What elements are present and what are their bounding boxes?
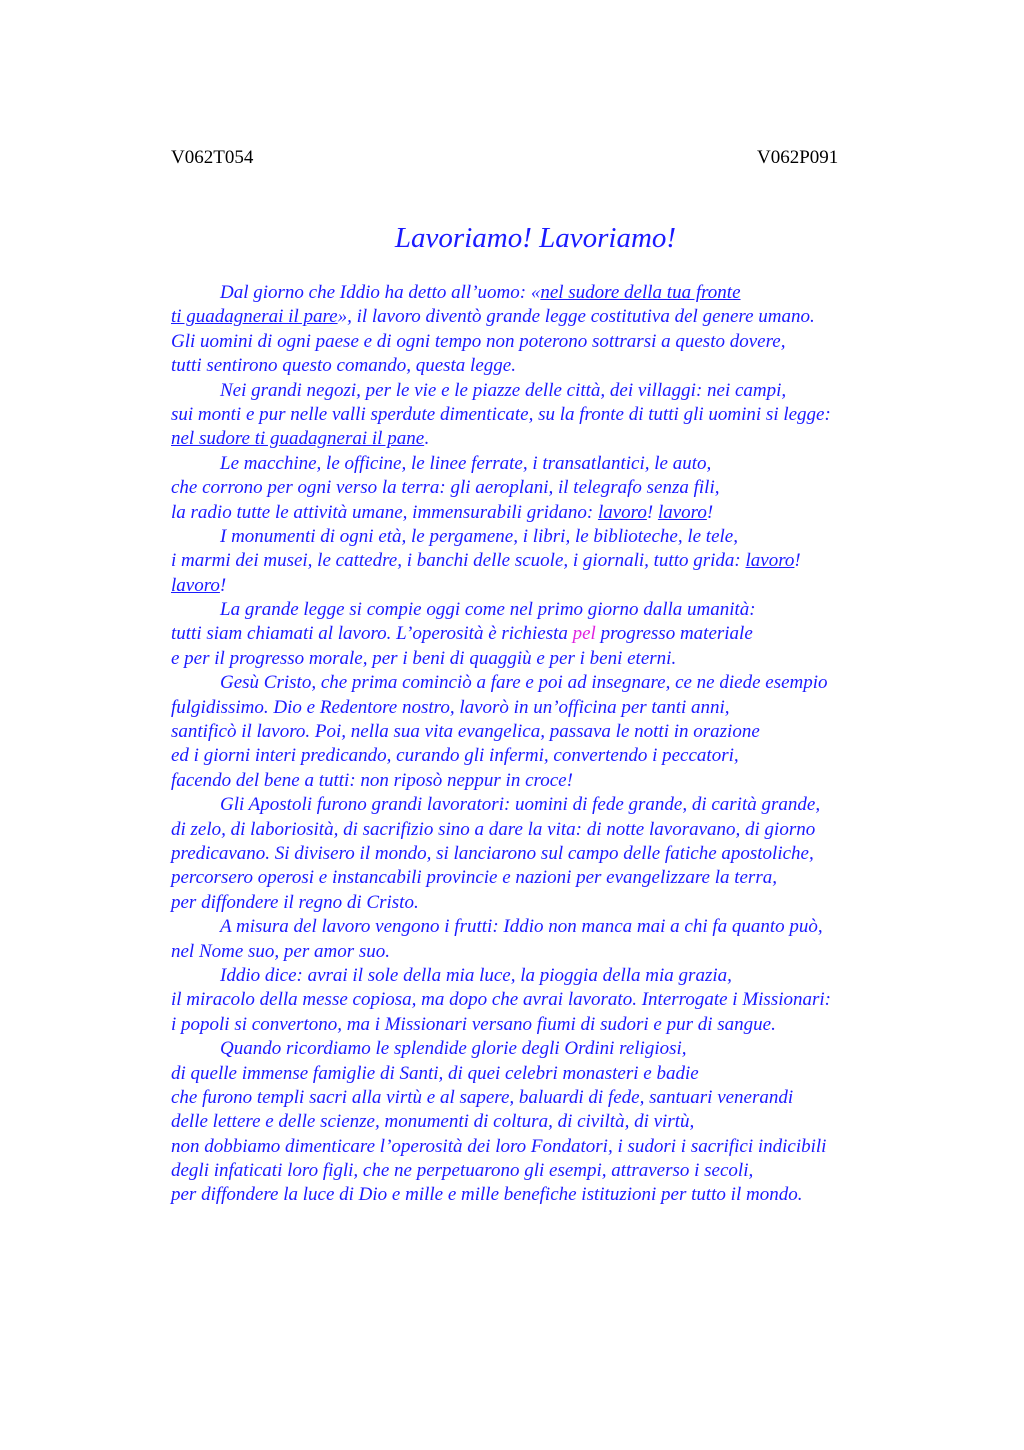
text-line (171, 427, 931, 451)
line-text: tutti siam chiamati al lavoro. L’operosità è richiesta (171, 623, 573, 645)
line-text: ! (219, 574, 227, 596)
text-line: che corrono per ogni verso la terra: gli aeroplani, il telegrafo senza fili, (171, 477, 720, 499)
text-line: Gli Apostoli furono grandi lavoratori: uomini di fede grande, di carità grande, (220, 794, 821, 816)
text-line: Gesù Cristo, che prima cominciò a fare e poi ad insegnare, ce ne diede esempio (220, 672, 828, 694)
header-left-code: V062T054 (171, 147, 254, 168)
underlined-quote: ti guadagnerai il pare (171, 306, 338, 328)
text-line: facendo del bene a tutti: non riposò neppur in croce! (171, 769, 573, 791)
text-line: fulgidissimo. Dio e Redentore nostro, lavorò in un’officina per tanti anni, (171, 696, 730, 718)
line-text: Dal giorno che Iddio ha detto all’uomo: « (220, 282, 541, 303)
line-text: », il lavoro diventò grande legge costitutiva del genere umano. (337, 306, 815, 328)
text-line: ed i giorni interi predicando, curando gli infermi, convertendo i peccatori, (171, 745, 739, 767)
line-text: ! (646, 501, 658, 523)
underlined-word: lavoro (745, 550, 795, 572)
text-line: di zelo, di laboriosità, di sacrifizio sino a dare la vita: di notte lavoravano, di giorno (171, 818, 816, 840)
text-line: non dobbiamo dimenticare l’operosità dei loro Fondatori, i sudori i sacrifici indicibili (171, 1135, 827, 1157)
highlighted-word: pel (572, 623, 596, 645)
underlined-word: lavoro (171, 574, 220, 596)
text-line: La grande legge si compie oggi come nel primo giorno dalla umanità: (220, 599, 756, 621)
underlined-quote: nel sudore ti guadagnerai il pane (171, 428, 425, 450)
text-line (171, 501, 931, 525)
text-line: Gli uomini di ogni paese e di ogni tempo non poterono sottrarsi a questo dovere, (171, 330, 786, 352)
text-line: e per il progresso morale, per i beni di quaggiù e per i beni eterni. (171, 647, 677, 669)
text-line: sui monti e pur nelle valli sperdute dimenticate, su la fronte di tutti gli uomini si legge: (171, 403, 831, 425)
text-line: predicavano. Si divisero il mondo, si lanciarono sul campo delle fatiche apostoliche, (171, 842, 814, 864)
line-text: la radio tutte le attività umane, immensurabili gridano: (171, 501, 598, 523)
text-line: degli infaticati loro figli, che ne perpetuarono gli esempi, attraverso i secoli, (171, 1160, 754, 1182)
text-line: Quando ricordiamo le splendide glorie degli Ordini religiosi, (220, 1038, 687, 1060)
text-line: i popoli si convertono, ma i Missionari versano fiumi di sudori e pur di sangue. (171, 1013, 776, 1035)
text-line: che furono templi sacri alla virtù e al sapere, baluardi di fede, santuari venerandi (171, 1086, 794, 1108)
text-line: A misura del lavoro vengono i frutti: Iddio non manca mai a chi fa quanto può, (220, 916, 823, 938)
text-line: nel Nome suo, per amor suo. (171, 940, 391, 962)
text-line: Iddio dice: avrai il sole della mia luce, la pioggia della mia grazia, (220, 964, 732, 986)
text-line: Nei grandi negozi, per le vie e le piazze delle città, dei villaggi: nei campi, (220, 379, 787, 401)
text-line: per diffondere il regno di Cristo. (171, 891, 419, 913)
line-text: ! (794, 550, 801, 572)
text-line: Le macchine, le officine, le linee ferrate, i transatlantici, le auto, (220, 452, 712, 474)
text-line (171, 574, 931, 598)
text-line: il miracolo della messe copiosa, ma dopo che avrai lavorato. Interrogate i Missionari: (171, 989, 831, 1011)
text-line (171, 622, 931, 646)
text-line (171, 305, 931, 329)
text-line: per diffondere la luce di Dio e mille e mille benefiche istituzioni per tutto il mondo. (171, 1184, 803, 1206)
line-text: ! (706, 501, 714, 523)
line-text: . (424, 428, 429, 450)
text-line: I monumenti di ogni età, le pergamene, i libri, le biblioteche, le tele, (220, 525, 738, 547)
text-line: santificò il lavoro. Poi, nella sua vita evangelica, passava le notti in orazione (171, 721, 760, 743)
underlined-quote: nel sudore della tua fronte (540, 282, 741, 303)
text-line: percorsero operosi e instancabili provincie e nazioni per evangelizzare la terra, (171, 867, 777, 889)
text-line: tutti sentirono questo comando, questa legge. (171, 355, 516, 377)
underlined-word: lavoro (657, 501, 707, 523)
line-text: progresso materiale (595, 623, 753, 645)
line-text: i marmi dei musei, le cattedre, i banchi delle scuole, i giornali, tutto grida: (171, 550, 746, 572)
document-body (171, 281, 931, 1208)
text-line: delle lettere e delle scienze, monumenti di coltura, di civiltà, di virtù, (171, 1111, 695, 1133)
underlined-word: lavoro (597, 501, 647, 523)
header-right-code: V062P091 (757, 147, 839, 168)
text-line: di quelle immense famiglie di Santi, di quei celebri monasteri e badie (171, 1062, 699, 1084)
page-title: Lavoriamo! Lavoriamo! (394, 222, 677, 254)
text-line (171, 549, 931, 573)
text-line (171, 281, 931, 305)
